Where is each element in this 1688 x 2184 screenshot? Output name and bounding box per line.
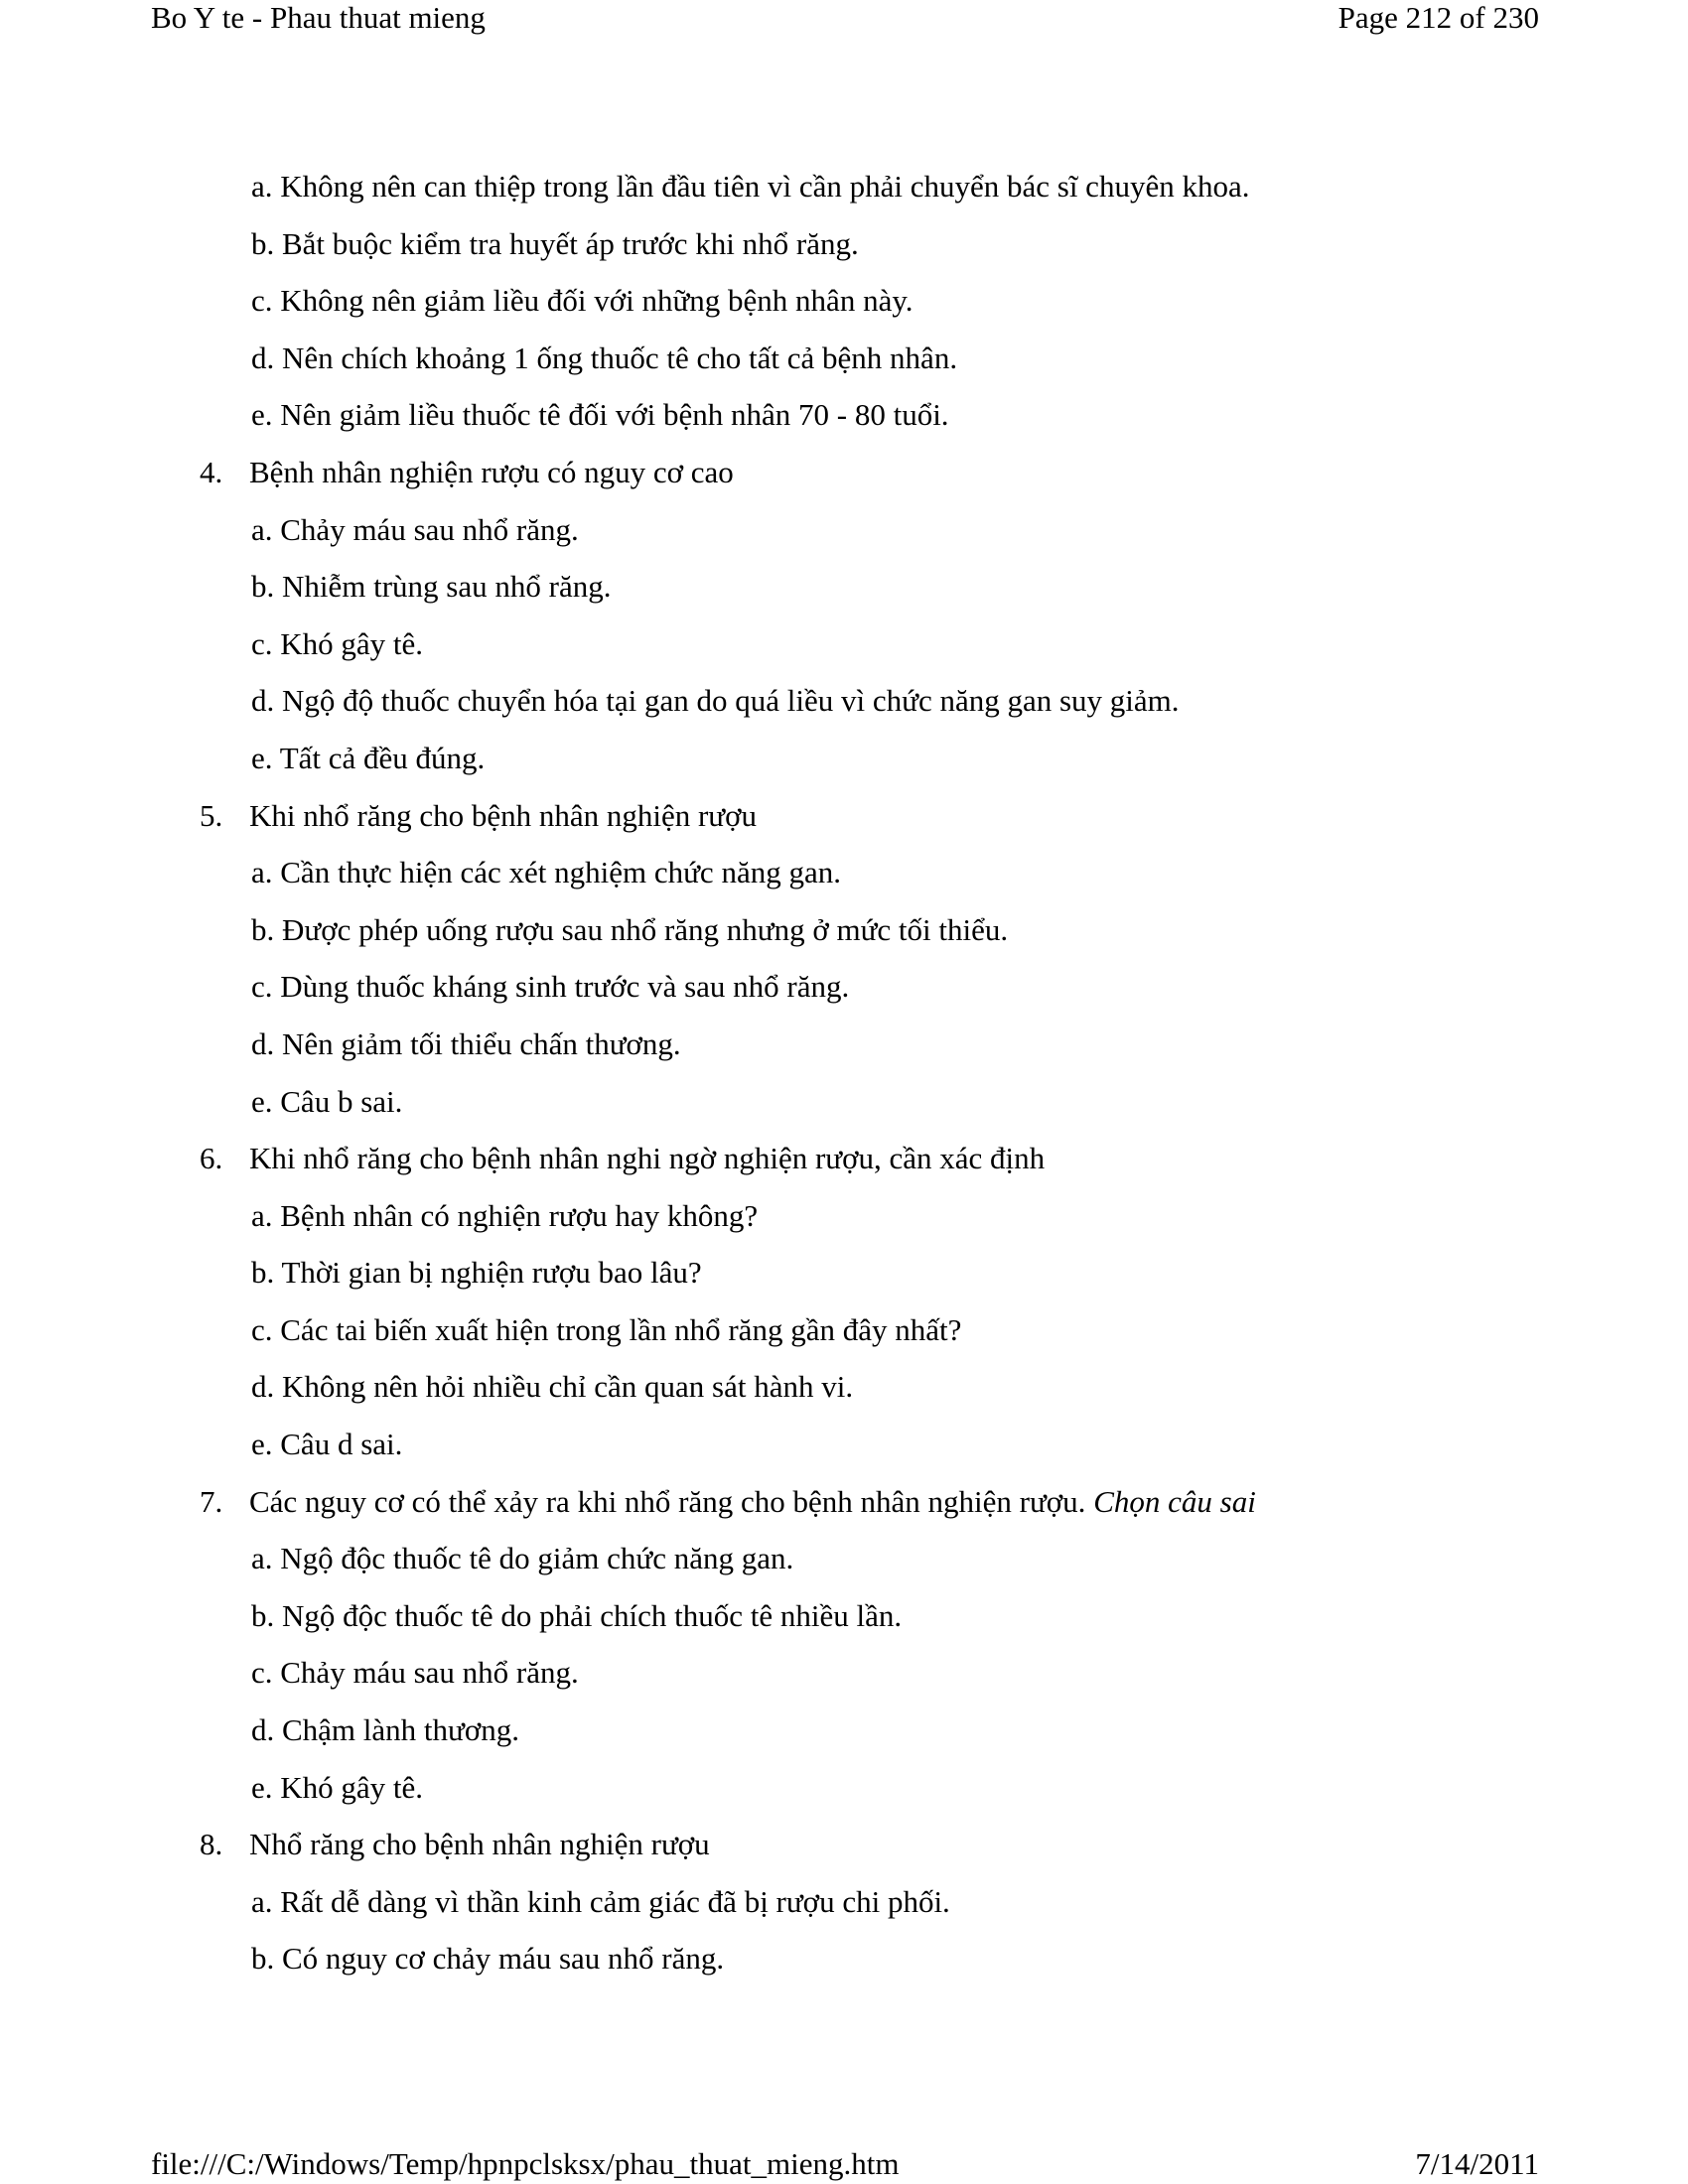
- question-number: 7.: [200, 1483, 223, 1519]
- header-title: Bo Y te - Phau thuat mieng: [151, 0, 486, 35]
- question-text: Khi nhổ răng cho bệnh nhân nghi ngờ nghiện rượu, cần xác định: [249, 1141, 1046, 1176]
- answer-option: c. Khó gây tê.: [251, 625, 424, 661]
- answer-option: a. Không nên can thiệp trong lần đầu tiên vì cần phải chuyển bác sĩ chuyên khoa.: [251, 169, 1250, 204]
- question-list: [0, 167, 1688, 1996]
- answer-option: b. Bắt buộc kiểm tra huyết áp trước khi nhổ răng.: [251, 225, 859, 261]
- question-number: 6.: [200, 1141, 223, 1176]
- answer-option: d. Ngộ độ thuốc chuyển hóa tại gan do quá liều vì chức năng gan suy giảm.: [251, 683, 1180, 719]
- answer-option: a. Chảy máu sau nhổ răng.: [251, 511, 579, 547]
- answer-option: e. Câu d sai.: [251, 1427, 403, 1462]
- answer-option: e. Nên giảm liều thuốc tê đối với bệnh nhân 70 - 80 tuổi.: [251, 397, 949, 433]
- question-4: [0, 453, 1688, 510]
- question-7: [0, 1482, 1688, 1540]
- answer-option: e. Tất cả đều đúng.: [251, 740, 486, 775]
- question-8: [0, 1825, 1688, 1882]
- answer-option: e. Khó gây tê.: [251, 1769, 424, 1805]
- answer-option: b. Được phép uống rượu sau nhổ răng nhưng ở mức tối thiểu.: [251, 911, 1009, 947]
- answer-option: b. Nhiễm trùng sau nhổ răng.: [251, 569, 612, 605]
- answer-option: c. Không nên giảm liều đối với những bệnh nhân này.: [251, 283, 914, 319]
- question-text: Nhổ răng cho bệnh nhân nghiện rượu: [249, 1827, 710, 1862]
- question-number: 8.: [200, 1827, 223, 1862]
- answer-option: a. Rất dễ dàng vì thần kinh cảm giác đã bị rượu chi phối.: [251, 1883, 950, 1919]
- print-date: 7/14/2011: [1415, 2146, 1539, 2181]
- answer-option: c. Chảy máu sau nhổ răng.: [251, 1655, 579, 1691]
- question-text: Khi nhổ răng cho bệnh nhân nghiện rượu: [249, 797, 758, 833]
- question-text: Các nguy cơ có thể xảy ra khi nhổ răng cho bệnh nhân nghiện rượu. Chọn câu sai: [249, 1483, 1256, 1519]
- question-text: Bệnh nhân nghiện rượu có nguy cơ cao: [249, 454, 734, 489]
- answer-option: d. Nên giảm tối thiểu chấn thương.: [251, 1025, 681, 1061]
- answer-option: a. Bệnh nhân có nghiện rượu hay không?: [251, 1197, 759, 1233]
- answer-option: a. Cần thực hiện các xét nghiệm chức năng gan.: [251, 855, 841, 890]
- question-number: 4.: [200, 454, 223, 489]
- question-5: [0, 796, 1688, 854]
- question-emphasis: Chọn câu sai: [1093, 1483, 1256, 1519]
- answer-option: b. Ngộ độc thuốc tê do phải chích thuốc tê nhiều lần.: [251, 1597, 903, 1633]
- file-path: file:///C:/Windows/Temp/hpnpclsksx/phau_thuat_mieng.htm: [151, 2146, 900, 2181]
- question-6: [0, 1139, 1688, 1196]
- page-number: Page 212 of 230: [1337, 0, 1539, 35]
- answer-option: d. Không nên hỏi nhiều chỉ cần quan sát hành vi.: [251, 1369, 854, 1405]
- answer-option: b. Thời gian bị nghiện rượu bao lâu?: [251, 1255, 702, 1291]
- answer-option: c. Dùng thuốc kháng sinh trước và sau nhổ răng.: [251, 969, 850, 1005]
- answer-option: d. Chậm lành thương.: [251, 1712, 519, 1748]
- answer-option: a. Ngộ độc thuốc tê do giảm chức năng gan.: [251, 1541, 794, 1576]
- answer-option: b. Có nguy cơ chảy máu sau nhổ răng.: [251, 1941, 725, 1977]
- answer-option: c. Các tai biến xuất hiện trong lần nhổ răng gần đây nhất?: [251, 1311, 962, 1347]
- answer-option: e. Câu b sai.: [251, 1083, 403, 1119]
- question-number: 5.: [200, 797, 223, 833]
- answer-option: d. Nên chích khoảng 1 ống thuốc tê cho tất cả bệnh nhân.: [251, 340, 958, 375]
